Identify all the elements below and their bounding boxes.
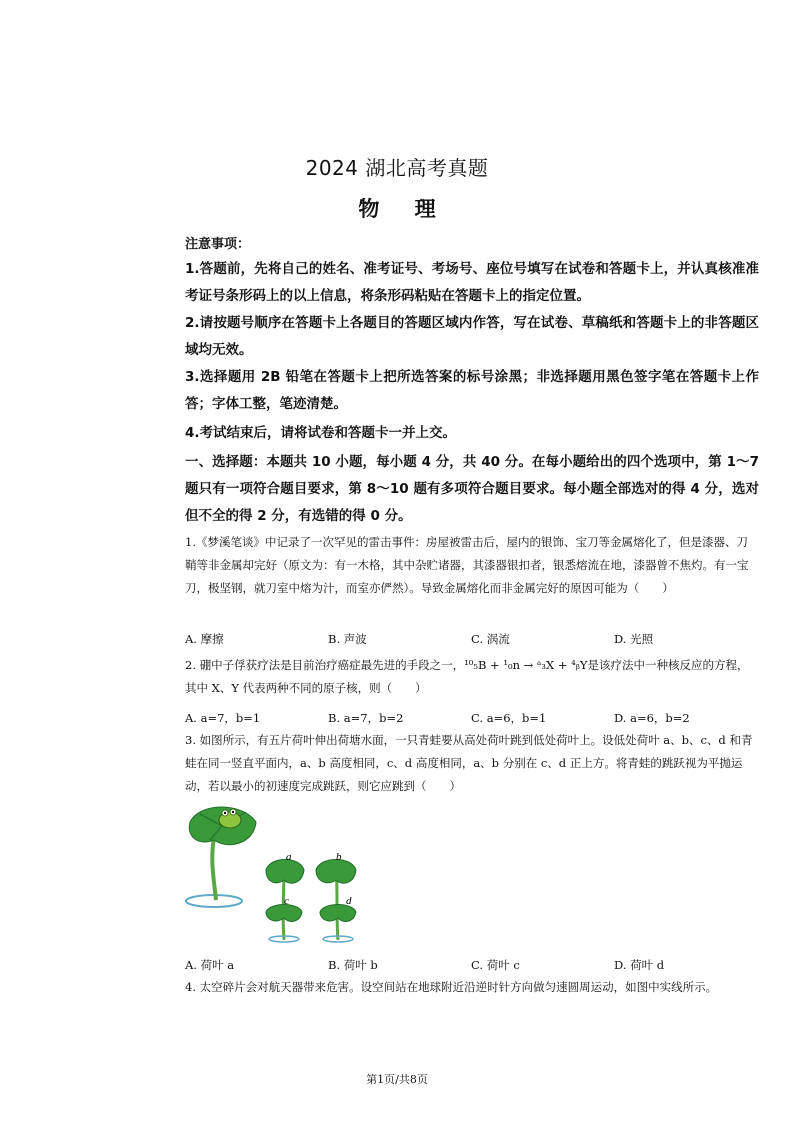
- option-c: C. 荷叶 c: [471, 958, 520, 972]
- question-4-text: 4. 太空碎片会对航天器带来危害。设空间站在地球附近沿逆时针方向做匀速圆周运动，如图中实线所示。: [185, 980, 718, 994]
- section-intro: 一、选择题：本题共 10 小题，每小题 4 分，共 40 分。在每小题给出的四个选项中，第 1～7 题只有一项符合题目要求，第 8～10 题有多项符合题目要求。每小题全部选对的得 4 分，选对但不全的得 2 分，有选错的得 0 分。: [185, 454, 759, 524]
- option-b: B. 声波: [328, 632, 367, 646]
- label-a: a: [286, 851, 292, 863]
- question-1-text: 1.《梦溪笔谈》中记录了一次罕见的雷击事件：房屋被雷击后，屋内的银饰、宝刀等金属熔化了，但是漆器、刀鞘等非金属却完好（原文为：有一木格，其中杂贮诸器，其漆器银扣者，银悉熔流在地，漆器曾不焦灼。有一宝刀，极坚钢，就刀室中熔为汁，而室亦俨然）。导致金属熔化而非金属完好的原因可能为（ ）: [185, 535, 749, 595]
- question-2-rest: 是该疗法中一种核反应的方程，其中 X、Y 代表两种不同的原子核，则（ ）: [185, 658, 749, 695]
- nuclear-equation: ¹⁰₅B + ¹₀n → ᵃ₃X + ⁴ᵦY: [464, 658, 588, 672]
- question-1-options: [185, 631, 759, 647]
- option-c: C. a=6，b=1: [471, 711, 547, 725]
- notice-item-1: 1.答题前，先将自己的姓名、准考证号、考场号、座位号填写在试卷和答题卡上，并认真核准准考证号条形码上的以上信息，将条形码粘贴在答题卡上的指定位置。: [185, 261, 759, 304]
- option-d: D. a=6，b=2: [614, 711, 690, 725]
- notice-item-2: 2.请按题号顺序在答题卡上各题目的答题区域内作答，写在试卷、草稿纸和答题卡上的非答题区域均无效。: [185, 315, 759, 358]
- option-a: A. a=7，b=1: [185, 711, 261, 725]
- option-c: C. 涡流: [471, 632, 510, 646]
- question-2-text: [185, 654, 759, 700]
- page-footer: 第1页/共8页: [366, 1073, 428, 1086]
- lotus-leaf-figure: [180, 800, 380, 950]
- stem: [212, 838, 216, 900]
- option-b: B. 荷叶 b: [328, 958, 378, 972]
- question-3-options: [185, 957, 759, 973]
- option-a: A. 荷叶 a: [185, 958, 235, 972]
- option-d: D. 光照: [614, 632, 654, 646]
- label-c: c: [284, 895, 289, 907]
- question-3-text: 3. 如图所示，有五片荷叶伸出荷塘水面，一只青蛙要从高处荷叶跳到低处荷叶上。设低处荷叶 a、b、c、d 和青蛙在同一竖直平面内，a、b 高度相同，c、d 高度相同，a、b 分别在 c、d 正上方。将青蛙的跳跃视为平抛运动，若以最小的初速度完成跳跃，则它应跳到（ ）: [185, 733, 753, 793]
- notice-heading: 注意事项：: [185, 237, 251, 252]
- exam-title: 2024 湖北高考真题: [305, 156, 489, 180]
- leaf-a: [266, 860, 304, 884]
- option-d: D. 荷叶 d: [614, 958, 665, 972]
- label-b: b: [336, 851, 342, 863]
- option-a: A. 摩擦: [185, 632, 224, 646]
- label-d: d: [346, 895, 352, 907]
- subject-title: 物 理: [358, 197, 436, 221]
- notice-item-4: 4.考试结束后，请将试卷和答题卡一并上交。: [185, 425, 457, 441]
- leaf-b: [316, 860, 356, 884]
- question-2-options: [185, 710, 759, 726]
- notice-item-3: 3.选择题用 2B 铅笔在答题卡上把所选答案的标号涂黑；非选择题用黑色签字笔在答题卡上作答；字体工整，笔迹清楚。: [185, 369, 759, 412]
- option-b: B. a=7，b=2: [328, 711, 404, 725]
- question-2-lead: 2. 硼中子俘获疗法是目前治疗癌症最先进的手段之一，: [185, 658, 465, 672]
